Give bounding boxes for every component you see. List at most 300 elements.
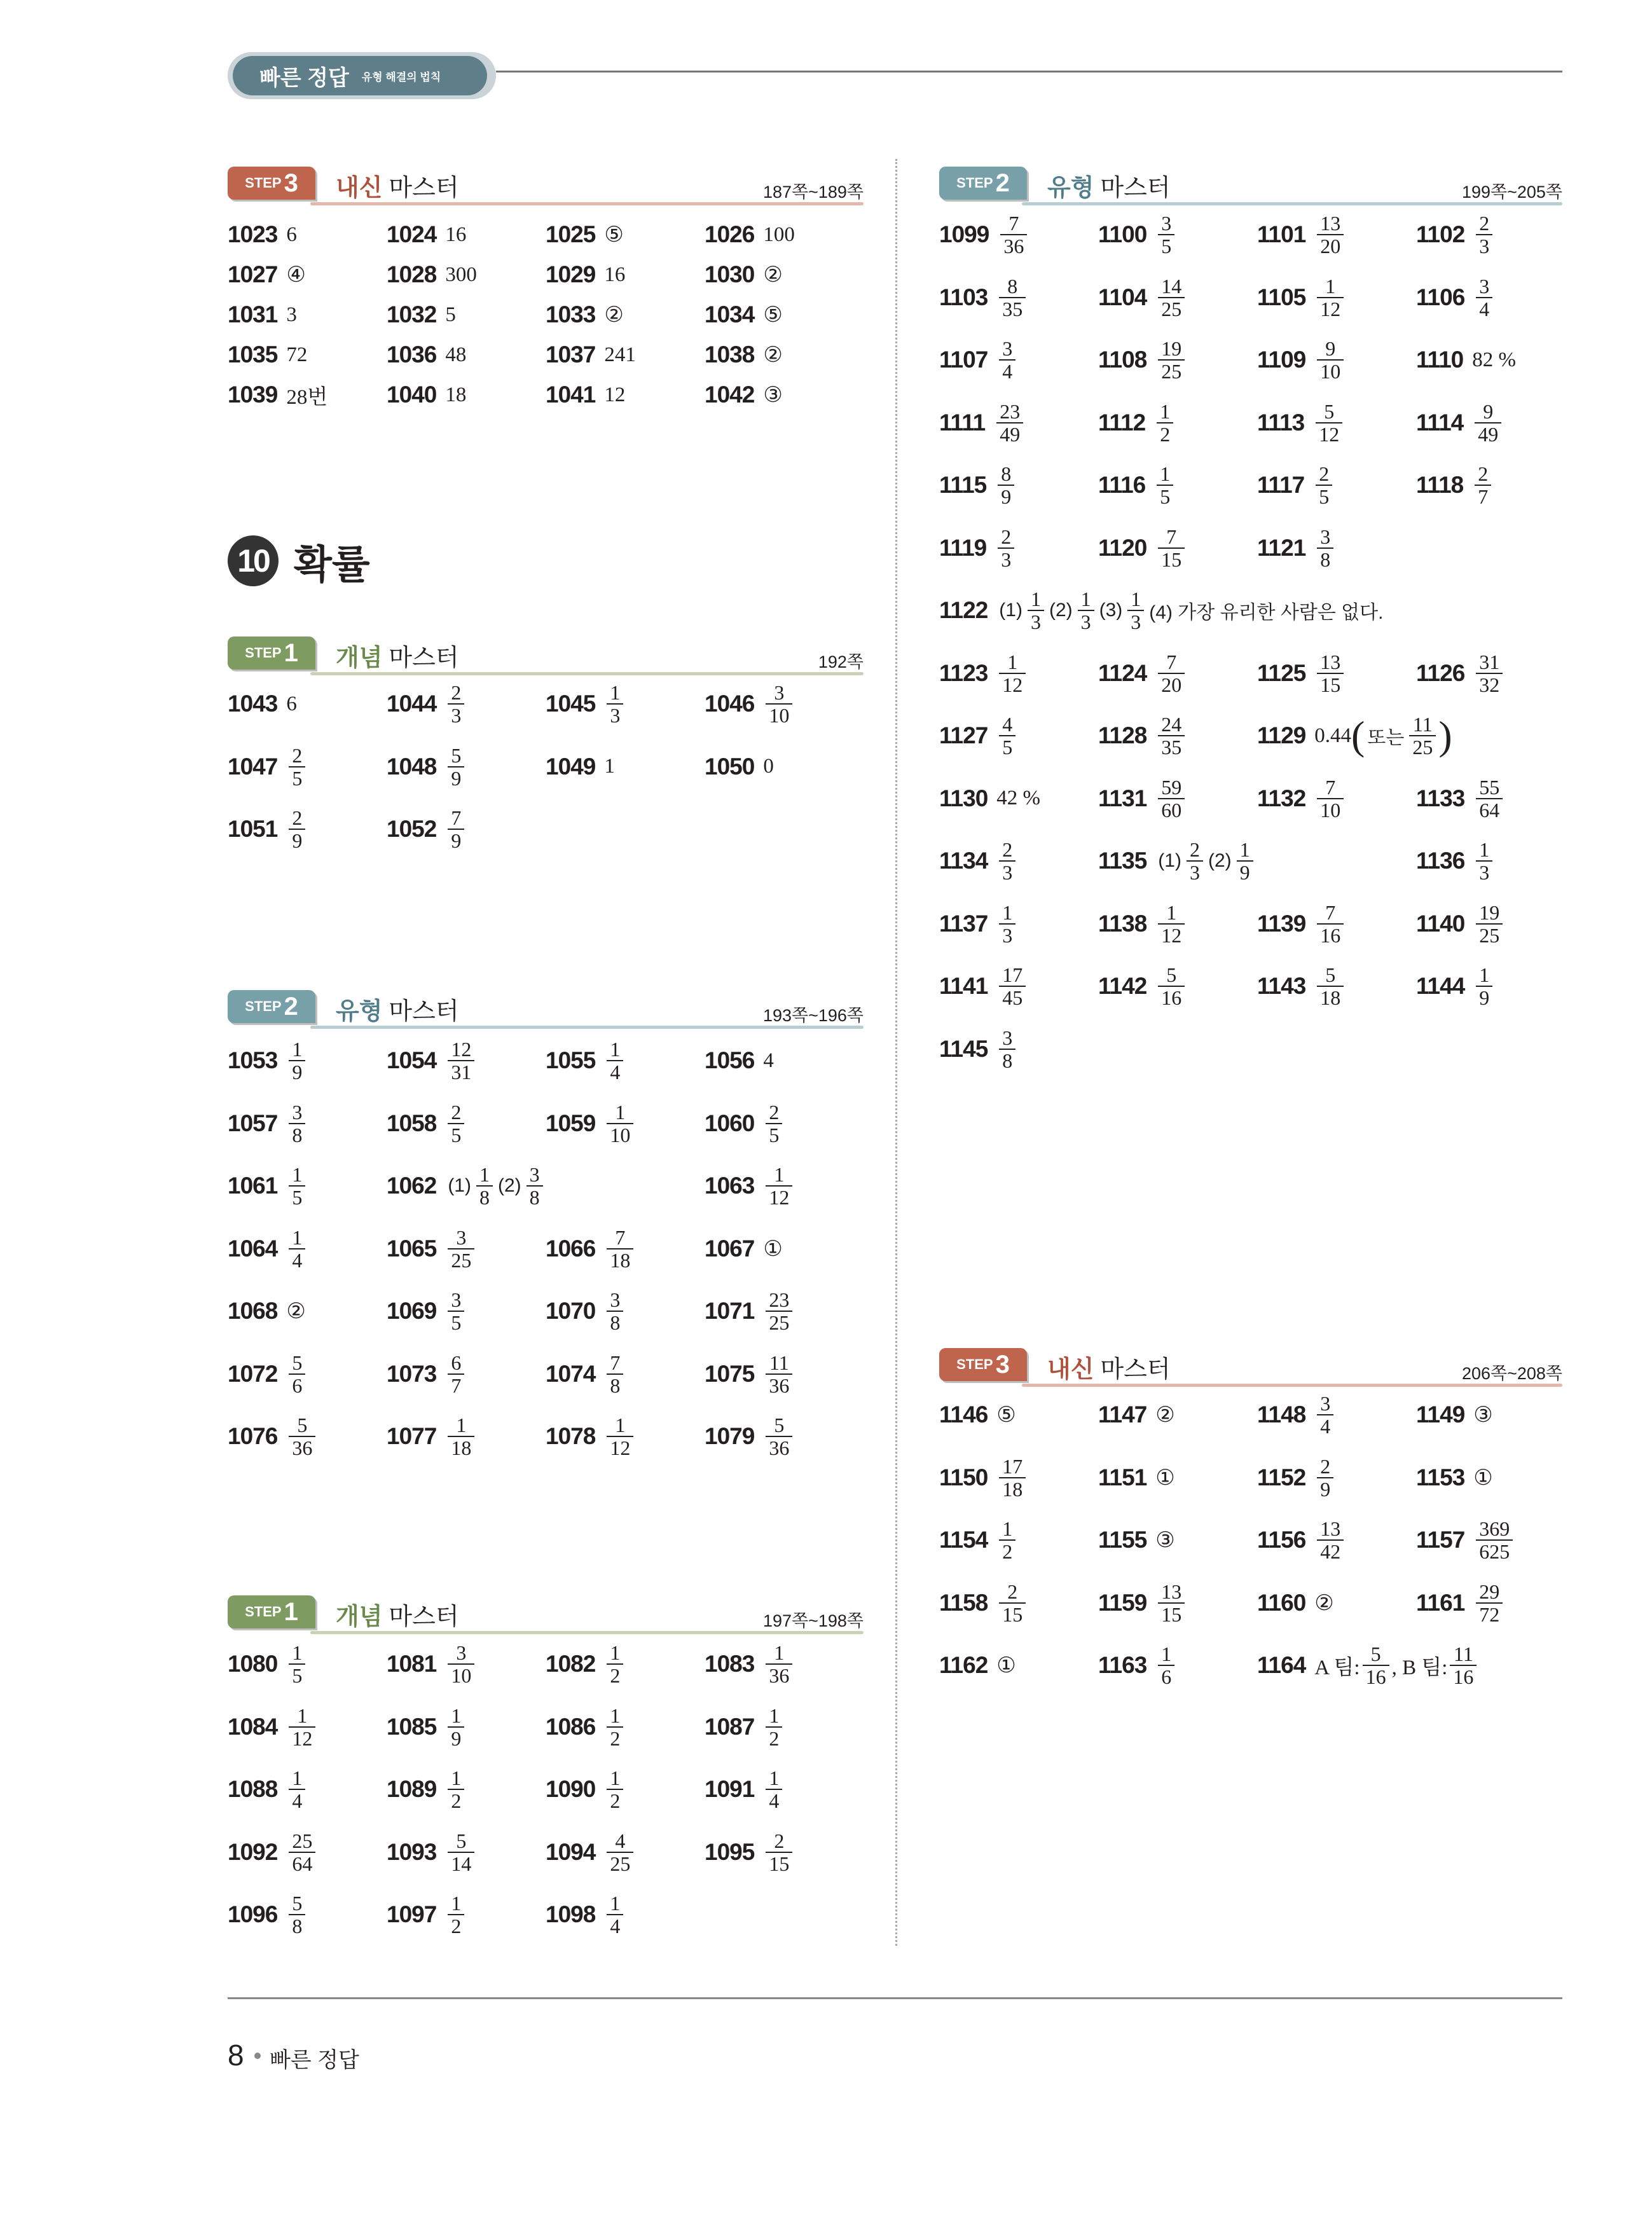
answer-text: 16 xyxy=(604,263,626,286)
answer-value xyxy=(604,1705,626,1749)
header-rule xyxy=(496,71,1562,72)
answer-item xyxy=(939,895,1018,953)
answer-value xyxy=(763,302,782,327)
question-number: 1135 xyxy=(1098,848,1147,874)
question-number: 1160 xyxy=(1257,1589,1306,1616)
parenthesis: ) xyxy=(1438,713,1452,758)
denominator: 4 xyxy=(607,1914,623,1937)
question-number: 1064 xyxy=(228,1235,278,1262)
fraction xyxy=(448,745,464,789)
answer-value xyxy=(1313,401,1345,445)
question-number: 1044 xyxy=(387,691,437,717)
answer-item xyxy=(705,1761,785,1818)
numerator: 2 xyxy=(1479,212,1490,235)
answer-value xyxy=(445,1830,477,1875)
question-number: 1088 xyxy=(228,1776,278,1802)
answer-value xyxy=(996,839,1018,883)
answer-value xyxy=(1154,463,1176,507)
answer-value xyxy=(1155,275,1187,320)
answer-value xyxy=(286,745,308,789)
question-number: 1048 xyxy=(387,753,437,780)
numerator: 7 xyxy=(1325,775,1336,799)
question-number: 1084 xyxy=(228,1713,278,1740)
numerator: 7 xyxy=(451,806,462,829)
denominator: 4 xyxy=(999,359,1015,382)
answer-value xyxy=(286,303,297,327)
answer-item xyxy=(228,1346,308,1403)
numerator: 369 xyxy=(1479,1517,1510,1540)
question-number: 1076 xyxy=(228,1423,278,1449)
question-number: 1053 xyxy=(228,1047,278,1073)
numerator: 29 xyxy=(1479,1580,1500,1603)
answer-value xyxy=(286,692,297,716)
numerator: 13 xyxy=(1320,650,1341,673)
step-title-rest: 마스터 xyxy=(1100,175,1171,202)
question-number: 1134 xyxy=(939,848,988,874)
fraction xyxy=(448,1352,464,1396)
fraction xyxy=(766,1642,792,1686)
circled-choice: ② xyxy=(286,1298,306,1324)
numerator: 1 xyxy=(456,1414,467,1436)
page-range: 197쪽~198쪽 xyxy=(762,1611,864,1630)
fraction xyxy=(448,1642,474,1686)
answer-item xyxy=(1098,1386,1175,1443)
question-number: 1137 xyxy=(939,910,988,937)
denominator: 64 xyxy=(289,1852,315,1875)
numerator: 3 xyxy=(456,1641,467,1664)
question-number: 1059 xyxy=(546,1110,596,1136)
question-number: 1061 xyxy=(228,1173,278,1199)
fraction xyxy=(1158,713,1185,758)
denominator: 8 xyxy=(1317,547,1333,570)
answer-item xyxy=(387,1635,477,1693)
numerator: 5 xyxy=(1370,1642,1381,1665)
answer-value xyxy=(996,588,1386,633)
answer-item xyxy=(705,1157,795,1215)
answer-value xyxy=(1155,1402,1174,1428)
fraction xyxy=(1158,338,1185,382)
numerator: 59 xyxy=(1161,775,1182,799)
denominator: 15 xyxy=(999,1602,1026,1625)
question-number: 1046 xyxy=(705,691,755,717)
answer-value xyxy=(763,223,795,247)
answer-value xyxy=(1314,1643,1479,1688)
answer-value xyxy=(1314,1518,1346,1562)
question-number: 1107 xyxy=(939,347,988,373)
circled-choice: ⑤ xyxy=(763,302,783,327)
question-number: 1027 xyxy=(228,261,278,287)
fraction xyxy=(1317,1456,1333,1500)
answer-item xyxy=(228,1032,308,1089)
denominator: 16 xyxy=(1450,1665,1476,1688)
answer-value xyxy=(445,263,477,287)
numerator: 1 xyxy=(297,1703,308,1727)
step-title xyxy=(1047,1349,1171,1384)
denominator: 25 xyxy=(1476,923,1503,946)
numerator: 7 xyxy=(1008,212,1019,235)
denominator: 3 xyxy=(1078,610,1094,633)
answer-value xyxy=(1155,212,1177,257)
denominator: 15 xyxy=(1317,673,1344,696)
denominator: 10 xyxy=(1317,359,1344,382)
numerator: 1 xyxy=(1479,963,1490,986)
answer-item xyxy=(939,1386,1016,1443)
answer-item xyxy=(228,296,297,334)
denominator: 10 xyxy=(766,703,792,726)
fraction xyxy=(448,1414,474,1459)
sub-label: (3) xyxy=(1099,600,1123,621)
answer-value xyxy=(604,1642,626,1686)
denominator: 60 xyxy=(1158,798,1185,821)
page-range: 187쪽~189쪽 xyxy=(762,182,864,202)
numerator: 24 xyxy=(1161,713,1182,736)
answer-item xyxy=(546,738,615,795)
step-word: STEP xyxy=(956,1356,993,1372)
fraction xyxy=(998,463,1014,507)
denominator: 16 xyxy=(1158,986,1185,1008)
numerator: 2 xyxy=(1320,1454,1331,1478)
answer-text: 72 xyxy=(286,343,308,366)
answer-item xyxy=(1098,394,1176,451)
numerator: 1 xyxy=(1080,588,1091,610)
question-number: 1105 xyxy=(1257,284,1306,310)
numerator: 23 xyxy=(1000,399,1021,423)
denominator: 36 xyxy=(766,1436,792,1459)
answer-item xyxy=(1098,770,1187,827)
answer-item xyxy=(1257,958,1346,1015)
answer-value xyxy=(604,1830,636,1875)
answer-item xyxy=(1257,895,1346,953)
denominator: 5 xyxy=(448,1123,464,1146)
denominator: 4 xyxy=(1476,297,1492,320)
answer-value xyxy=(445,1289,467,1333)
numerator: 1 xyxy=(1131,588,1141,610)
fraction xyxy=(1476,651,1503,696)
denominator: 2 xyxy=(607,1663,623,1686)
fraction xyxy=(448,682,464,726)
step-keyword: 내신 xyxy=(1047,1356,1094,1383)
question-number: 1116 xyxy=(1098,472,1146,498)
question-number: 1040 xyxy=(387,382,437,408)
fraction xyxy=(1317,1518,1344,1562)
step-banner xyxy=(939,1348,1562,1386)
numerator: 17 xyxy=(1002,1454,1023,1478)
answer-item xyxy=(705,1032,774,1089)
answer-item xyxy=(1257,394,1345,451)
answer-item xyxy=(705,675,795,733)
answer-text: 241 xyxy=(604,343,636,366)
fraction xyxy=(766,1830,792,1875)
answer-value xyxy=(1472,463,1494,507)
circled-choice: ② xyxy=(763,342,783,368)
answer-value xyxy=(604,343,636,367)
answer-value xyxy=(1473,651,1505,696)
question-number: 1077 xyxy=(387,1423,437,1449)
denominator: 2 xyxy=(448,1914,464,1937)
answer-item xyxy=(546,1635,626,1693)
answer-text: 3 xyxy=(286,303,297,326)
denominator: 2 xyxy=(607,1726,623,1749)
answer-item xyxy=(705,1095,785,1152)
question-number: 1101 xyxy=(1257,221,1306,247)
answer-item xyxy=(1416,895,1505,953)
answer-value xyxy=(604,1414,636,1459)
numerator: 7 xyxy=(1325,900,1336,924)
answer-item xyxy=(1257,645,1346,702)
answer-value xyxy=(1155,1465,1174,1490)
answer-item xyxy=(1098,331,1187,389)
answer-value xyxy=(995,463,1017,507)
answer-value xyxy=(1314,275,1346,320)
question-number: 1142 xyxy=(1098,973,1147,999)
answer-text: 28번 xyxy=(286,385,328,409)
step-keyword: 유형 xyxy=(1047,175,1094,202)
denominator: 2 xyxy=(448,1789,464,1812)
numerator: 3 xyxy=(292,1100,303,1124)
denominator: 4 xyxy=(607,1060,623,1083)
numerator: 11 xyxy=(1454,1642,1473,1665)
denominator: 12 xyxy=(1317,297,1344,320)
answer-value xyxy=(286,1298,305,1324)
fraction xyxy=(1158,651,1185,696)
answer-value xyxy=(763,1101,785,1146)
step-title xyxy=(336,638,459,673)
denominator: 35 xyxy=(1158,735,1185,758)
denominator: 5 xyxy=(1316,485,1332,507)
answer-item xyxy=(1416,1386,1493,1443)
step-title-rest: 마스터 xyxy=(1100,1356,1171,1383)
answer-item xyxy=(387,336,466,374)
sub-label: (1) xyxy=(448,1175,471,1196)
answer-value xyxy=(604,302,623,327)
numerator: 7 xyxy=(610,1351,621,1374)
denominator: 4 xyxy=(289,1248,305,1271)
question-number: 1164 xyxy=(1257,1652,1306,1678)
answer-item xyxy=(1098,645,1187,702)
denominator: 5 xyxy=(1158,234,1174,257)
answer-item xyxy=(1098,1511,1175,1569)
question-number: 1085 xyxy=(387,1713,437,1740)
question-number: 1080 xyxy=(228,1651,278,1677)
step-banner xyxy=(228,637,864,675)
fraction xyxy=(289,1767,305,1812)
numerator: 9 xyxy=(1483,399,1494,423)
answer-item xyxy=(546,336,636,374)
question-number: 1114 xyxy=(1416,409,1464,436)
fraction xyxy=(448,1830,474,1875)
chapter-heading xyxy=(228,535,370,586)
fraction xyxy=(476,1164,493,1208)
step-title xyxy=(1047,168,1171,203)
answer-value xyxy=(1314,526,1336,570)
step-tab xyxy=(939,167,1027,200)
denominator: 7 xyxy=(1475,485,1491,507)
answer-item xyxy=(387,1824,477,1881)
denominator: 4 xyxy=(289,1789,305,1812)
numerator: 11 xyxy=(769,1351,789,1374)
question-number: 1039 xyxy=(228,382,278,408)
answer-item xyxy=(1416,206,1495,263)
answer-text: 300 xyxy=(445,263,477,286)
question-number: 1067 xyxy=(705,1235,755,1262)
question-number: 1154 xyxy=(939,1527,988,1553)
numerator: 2 xyxy=(451,681,462,704)
answer-item xyxy=(1098,707,1187,764)
denominator: 5 xyxy=(289,766,305,789)
answer-item xyxy=(228,738,308,795)
step-number: 3 xyxy=(995,1350,1010,1379)
answer-item xyxy=(228,256,306,294)
answer-item xyxy=(546,675,626,733)
question-number: 1024 xyxy=(387,221,437,247)
answer-value xyxy=(763,382,782,408)
answer-value xyxy=(763,1705,785,1749)
answer-value xyxy=(604,383,625,407)
step-number: 2 xyxy=(284,992,298,1021)
answer-item xyxy=(546,1886,626,1943)
fraction xyxy=(1317,275,1344,320)
step-keyword: 개념 xyxy=(336,645,383,671)
answer-item xyxy=(705,1698,785,1756)
answer-text: A 팀: xyxy=(1314,1656,1360,1679)
fraction xyxy=(1476,776,1503,821)
question-number: 1074 xyxy=(546,1360,596,1387)
answer-item xyxy=(1416,331,1516,389)
answer-value xyxy=(445,1892,467,1937)
answer-item xyxy=(939,269,1028,326)
page-range: 206쪽~208쪽 xyxy=(1461,1364,1562,1383)
answer-value xyxy=(604,263,625,287)
denominator: 8 xyxy=(607,1373,623,1396)
question-number: 1106 xyxy=(1416,284,1465,310)
denominator: 5 xyxy=(1157,485,1173,507)
circled-choice: ③ xyxy=(1473,1402,1493,1428)
sub-label: (1) xyxy=(1158,850,1181,871)
numerator: 5 xyxy=(1324,399,1335,423)
question-number: 1132 xyxy=(1257,785,1306,811)
answer-item xyxy=(1098,1574,1187,1632)
header-subtitle: 유형 해결의 법칙 xyxy=(361,71,441,83)
fraction xyxy=(448,807,464,851)
fraction xyxy=(607,1352,623,1396)
question-number: 1090 xyxy=(546,1776,596,1802)
denominator: 5 xyxy=(448,1311,464,1333)
answer-item xyxy=(387,738,467,795)
question-number: 1071 xyxy=(705,1298,755,1324)
answer-item xyxy=(1416,1574,1505,1632)
circled-choice: ① xyxy=(763,1235,783,1262)
denominator: 20 xyxy=(1317,234,1344,257)
answer-value xyxy=(1472,348,1516,372)
denominator: 9 xyxy=(448,1726,464,1749)
fraction xyxy=(766,1705,782,1749)
answer-value xyxy=(445,1164,545,1208)
numerator: 1 xyxy=(292,1766,303,1789)
question-number: 1026 xyxy=(705,221,755,247)
fraction xyxy=(607,1414,633,1459)
denominator: 9 xyxy=(1237,860,1253,883)
fraction xyxy=(999,713,1015,758)
answer-value xyxy=(286,1830,318,1875)
answer-value xyxy=(763,682,795,726)
answer-value xyxy=(1473,212,1495,257)
numerator: 1 xyxy=(292,1038,303,1061)
answer-item xyxy=(1416,394,1504,451)
denominator: 42 xyxy=(1317,1539,1344,1562)
page-number: 8 xyxy=(228,2039,244,2072)
denominator: 3 xyxy=(1476,234,1492,257)
denominator: 72 xyxy=(1476,1602,1503,1625)
denominator: 5 xyxy=(766,1123,782,1146)
answer-value xyxy=(604,1101,636,1146)
answer-item xyxy=(546,256,625,294)
numerator: 1 xyxy=(1479,838,1490,861)
numerator: 1 xyxy=(615,1100,626,1124)
numerator: 1 xyxy=(1030,588,1041,610)
fraction xyxy=(1158,1581,1185,1625)
question-number: 1065 xyxy=(387,1235,437,1262)
fraction xyxy=(1317,338,1344,382)
answer-item xyxy=(228,801,308,858)
fraction xyxy=(1158,776,1185,821)
answer-item xyxy=(1098,206,1177,263)
fraction xyxy=(766,1767,782,1812)
answer-value xyxy=(1473,776,1505,821)
numerator: 2 xyxy=(292,806,303,829)
answer-item xyxy=(939,1511,1018,1569)
numerator: 1 xyxy=(774,1641,785,1664)
answer-item xyxy=(387,216,466,254)
answer-item xyxy=(1416,770,1505,827)
numerator: 3 xyxy=(1479,274,1490,298)
denominator: 2 xyxy=(999,1539,1015,1562)
answer-value xyxy=(1314,1590,1333,1616)
chapter-title: 확률 xyxy=(294,542,370,587)
answer-item xyxy=(939,770,1040,827)
denominator: 20 xyxy=(1158,673,1185,696)
fraction xyxy=(1237,839,1253,883)
fraction xyxy=(766,1414,792,1459)
fraction xyxy=(1317,1393,1333,1437)
question-number: 1066 xyxy=(546,1235,596,1262)
fraction xyxy=(999,1027,1015,1071)
answer-value xyxy=(996,275,1028,320)
footer-rule xyxy=(228,1997,1562,1999)
answer-value xyxy=(996,338,1018,382)
answer-item xyxy=(1257,1511,1346,1569)
answer-value xyxy=(763,1830,795,1875)
denominator: 8 xyxy=(527,1185,543,1208)
sub-label: (1) xyxy=(999,600,1022,621)
fraction xyxy=(448,1289,464,1333)
answer-value xyxy=(286,343,307,367)
fraction xyxy=(1316,463,1332,507)
answer-text: 0 xyxy=(763,755,774,778)
denominator: 25 xyxy=(1158,297,1185,320)
answer-value xyxy=(996,902,1018,946)
fraction xyxy=(1317,651,1344,696)
fraction xyxy=(1476,964,1492,1008)
question-number: 1120 xyxy=(1098,534,1147,561)
answer-value xyxy=(1155,1643,1177,1688)
denominator: 8 xyxy=(607,1311,623,1333)
fraction xyxy=(607,1289,623,1333)
question-number: 1098 xyxy=(546,1901,596,1927)
answer-item xyxy=(705,1408,795,1465)
numerator: 4 xyxy=(615,1829,626,1852)
answer-value xyxy=(286,380,327,410)
answer-value xyxy=(445,1705,467,1749)
